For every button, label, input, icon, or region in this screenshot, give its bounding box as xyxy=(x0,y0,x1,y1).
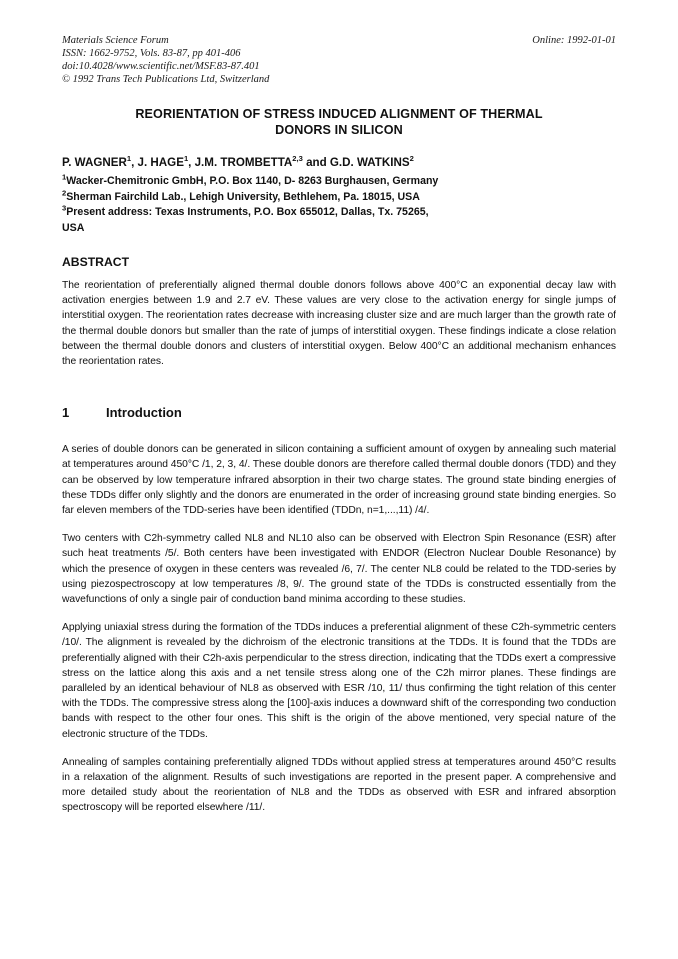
paragraph: Two centers with C2h-symmetry called NL8 and NL10 also can be observed with Electron Spin Resonance (ESR) after such heat treatments /5/. Both centers have been investigated with ENDOR (Electron Nuclear Double Resonance) by which the presence of oxygen in these centers was revealed /6, 7/. The center NL8 could be related to the TDD-series by using piezospectroscopy at low temperatures /8, 9/. The ground state of the TDDs is constructed essentially from the wavefunctions of only a single pair of conduction band minima according to these studies. xyxy=(62,533,616,606)
paragraph: A series of double donors can be generated in silicon containing a sufficient amount of oxygen by annealing such material at temperatures around 450°C /1, 2, 3, 4/. These double donors are therefore called thermal double donors (TDD) and they can be observed by low temperature infrared absorption in their two charge states. The ground state binding energies of these TDDs differ only slightly and the donors are enumerated in the order of increasing ground state binding energies. So far eleven members of the TDD-series have been identified (TDDn, n=1,...,11) /4/. xyxy=(62,444,616,517)
introduction-heading xyxy=(62,405,616,420)
affiliation-text: Present address: Texas Instruments, P.O. Box 655012, Dallas, Tx. 75265, xyxy=(66,206,429,218)
paragraph: Annealing of samples containing preferentially aligned TDDs without applied stress at temperatures around 450°C results in a relaxation of the alignment. Results of such investigations are reported in the present paper. A comprehensive and more detailed study about the reorientation of NL8 and the TDDs as observed with ESR and infrared absorption spectroscopy will be reported elsewhere /11/. xyxy=(62,756,616,814)
issn-line: ISSN: 1662-9752, Vols. 83-87, pp 401-406 xyxy=(62,48,241,59)
author-4-affil-mark: 2 xyxy=(409,154,414,164)
doi-line: doi:10.4028/www.scientific.net/MSF.83-87.401 xyxy=(62,61,260,72)
header-left-block xyxy=(62,34,462,86)
author-3: , J.M. TROMBETTA xyxy=(188,156,293,169)
page-header xyxy=(62,34,616,92)
journal-name: Materials Science Forum xyxy=(62,35,169,46)
online-date: Online: 1992-01-01 xyxy=(532,35,616,46)
abstract-heading: ABSTRACT xyxy=(62,255,130,269)
affiliation-item xyxy=(62,174,616,190)
abstract-text: The reorientation of preferentially aligned thermal double donors follows above 400°C an exponential decay law with activation energies between 1.9 and 2.7 eV. These values are very close to the activation energy for single jumps of interstitial oxygen. The reorientation rates decrease with increasing cluster size and are much larger than the growth rate of the thermal double donors but smaller than the rate of jumps of interstitial oxygen. These findings indicate a close relation between the thermal double donors and clusters of interstitial oxygen. Below 400°C an additional mechanism enhances the reorientation rates. xyxy=(62,280,616,368)
page-title xyxy=(62,106,616,138)
title-line-1: REORIENTATION OF STRESS INDUCED ALIGNMENT OF THERMAL xyxy=(135,107,543,121)
affiliation-item xyxy=(62,221,616,237)
author-1-affil-mark: 1 xyxy=(126,154,132,164)
author-1: P. WAGNER xyxy=(62,156,127,169)
author-4: and G.D. WATKINS xyxy=(302,156,410,169)
affiliation-item xyxy=(62,205,616,221)
section-number: 1 xyxy=(62,405,70,421)
affiliation-block xyxy=(62,174,616,236)
author-list xyxy=(62,155,616,171)
affiliation-text: Wacker-Chemitronic GmbH, P.O. Box 1140, D- 8263 Burghausen, Germany xyxy=(66,175,439,187)
author-2-affil-mark: 1 xyxy=(183,154,189,164)
copyright-line: © 1992 Trans Tech Publications Ltd, Switzerland xyxy=(62,74,270,85)
author-3-affil-mark: 2,3 xyxy=(292,154,303,164)
affiliation-text: USA xyxy=(62,221,85,234)
affiliation-item xyxy=(62,187,616,206)
affiliation-mark: 1 xyxy=(62,172,67,182)
title-line-2: DONORS IN SILICON xyxy=(275,123,403,137)
affiliation-mark: 3 xyxy=(62,203,67,213)
affiliation-mark: 2 xyxy=(62,187,67,197)
author-2: , J. HAGE xyxy=(131,156,184,169)
affiliation-text: Sherman Fairchild Lab., Lehigh University, Bethlehem, Pa. 18015, USA xyxy=(66,190,420,203)
section-title: Introduction xyxy=(106,405,182,421)
paragraph: Applying uniaxial stress during the formation of the TDDs induces a preferential alignment of these C2h-symmetric centers /10/. The alignment is revealed by the dichroism of the electronic transitions at the TDDs. It is found that the TDDs are preferentially aligned with their C2h-axis perpendicular to the stress direction, indicating that the TDDs exert a compressive stress on the lattice along this axis and a net tensile stress along one of the C2h mirror planes. These findings are paralleled by an identical behaviour of NL8 as observed with ESR /10, 11/ thus confirming the tight relation of this center with the TDDs. The compressive stress along the [100]-axis induces a downward shift of the corresponding two conduction bands with respect to the other four ones. This shift is the origin of the above mentioned, very special nature of the electronic structure of the TDDs. xyxy=(62,622,616,740)
header-right-block xyxy=(532,34,616,47)
